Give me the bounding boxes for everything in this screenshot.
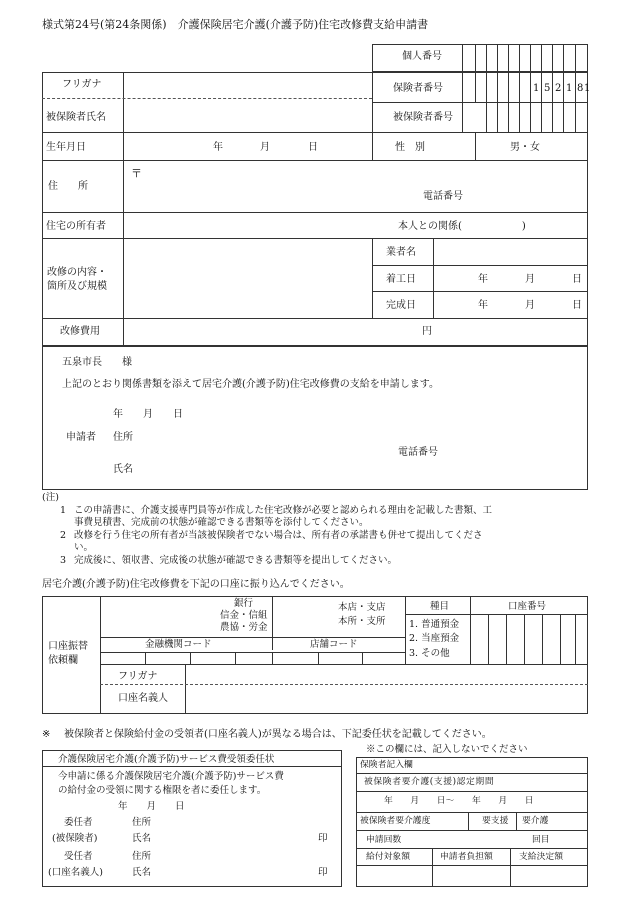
- delegation-body: の給付金の受領に関する権限を者に委任します。: [58, 785, 267, 796]
- account-holder-label: 口座名義人: [118, 693, 168, 704]
- complete-month: 月: [525, 300, 535, 311]
- birth-month: 月: [260, 142, 270, 153]
- addressee: 五泉市長 様: [62, 357, 132, 368]
- application-date: 年 月 日: [113, 409, 183, 420]
- branch-type-honten: 本店・支店: [338, 602, 386, 613]
- office-count-kaime: 回目: [532, 835, 550, 845]
- start-year: 年: [478, 274, 488, 285]
- account-type-futsu: 1. 普通預金: [409, 619, 460, 630]
- inst-type-shinkin: 信金・信組: [220, 610, 268, 621]
- bank-row-label: 口座振替 依頼欄: [48, 641, 88, 666]
- birth-day: 日: [308, 142, 318, 153]
- account-number-header: 口座番号: [508, 601, 547, 612]
- kojin-bango-label: 個人番号: [402, 51, 442, 62]
- office-period-dates: 年 月 日〜 年 月 日: [384, 796, 534, 806]
- delegatee-address-label: 住所: [132, 851, 152, 862]
- bank-furigana-label: フリガナ: [118, 671, 158, 682]
- office-count-label: 申請回数: [366, 835, 402, 845]
- hokensha-digit: 5: [544, 83, 551, 94]
- hihokensha-bango-label: 被保険者番号: [393, 112, 453, 123]
- birth-year: 年: [213, 142, 223, 153]
- bank-code-label: 金融機関コード: [145, 639, 212, 650]
- address-label: 住 所: [48, 181, 88, 192]
- delegation-note: 被保険者と保険給付金の受領者(口座名義人)が異なる場合は、下記委任状を記載してください。: [64, 729, 492, 740]
- delegatee-label: 受任者: [64, 851, 93, 862]
- branch-code-label: 店舗コード: [310, 639, 358, 650]
- note-line: 事費見積書、完成前の状態が確認できる書類等を添付してください。: [74, 517, 369, 528]
- delegator-sub: (被保険者): [52, 833, 98, 844]
- office-col-kyufu: 給付対象額: [366, 852, 410, 862]
- delegation-note-mark: ※: [42, 729, 51, 740]
- complete-day: 日: [572, 300, 582, 311]
- inst-type-nokyo: 農協・労金: [220, 622, 268, 633]
- applicant-name-label: 氏名: [113, 464, 133, 475]
- delegation-title: 介護保険居宅介護(介護予防)サービス費受領委任状: [58, 754, 275, 765]
- postal-mark: 〒: [131, 167, 142, 180]
- delegatee-name-label: 氏名: [132, 867, 152, 878]
- cost-label: 改修費用: [60, 326, 100, 337]
- hokensha-digit: 1: [566, 83, 573, 94]
- sex-options: 男・女: [510, 142, 540, 153]
- owner-label: 住宅の所有者: [46, 221, 106, 232]
- sex-label: 性 別: [395, 142, 425, 153]
- account-type-other: 3. その他: [409, 648, 450, 659]
- account-kind-header: 種目: [430, 601, 450, 612]
- delegatee-seal: 印: [318, 867, 328, 878]
- branch-type-honsho: 本所・支所: [338, 616, 386, 627]
- hokensha-digit: 1: [533, 83, 540, 94]
- office-care-level-label: 被保険者要介護度: [360, 816, 431, 826]
- note-num: 3: [60, 555, 67, 566]
- note-num: 2: [60, 530, 67, 541]
- note-line: 改修を行う住宅の所有者が当該被保険者でない場合は、所有者の承諾書も併せて提出してくださ: [74, 530, 483, 541]
- delegator-seal: 印: [318, 833, 328, 844]
- delegation-body: 今申請に係る介護保険居宅介護(介護予防)サービス費: [58, 771, 284, 782]
- note-num: 1: [60, 505, 67, 516]
- application-statement: 上記のとおり関係書類を添えて居宅介護(介護予防)住宅改修費の支給を申請します。: [62, 379, 440, 390]
- office-period-label: 被保険者要介護(支援)認定期間: [364, 777, 495, 787]
- applicant-phone-label: 電話番号: [398, 447, 438, 458]
- note-line: 完成後に、領収書、完成後の状態が確認できる書類等を提出してください。: [74, 555, 398, 566]
- hokensha-digit: 8: [577, 83, 584, 94]
- furigana-label: フリガナ: [62, 79, 102, 90]
- office-notice: ※この欄には、記入しないでください: [366, 744, 528, 755]
- complete-date-label: 完成日: [386, 300, 416, 311]
- account-type-toza: 2. 当座預金: [409, 633, 460, 644]
- applicant-label: 申請者: [66, 432, 96, 443]
- notes-head: (注): [42, 492, 59, 503]
- delegator-address-label: 住所: [132, 817, 152, 828]
- relation-label: 本人との関係( ): [398, 221, 526, 232]
- applicant-address-label: 住所: [113, 432, 133, 443]
- delegatee-sub: (口座名義人): [48, 867, 103, 878]
- note-line: い。: [74, 542, 94, 553]
- address-phone-label: 電話番号: [423, 191, 463, 202]
- office-yoshien: 要支援: [482, 816, 509, 826]
- improvement-label: 改修の内容・ 箇所及び規模: [47, 267, 107, 292]
- yen-label: 円: [422, 326, 432, 337]
- office-col-kettei: 支給決定額: [519, 852, 563, 862]
- bank-intro: 居宅介護(介護予防)住宅改修費を下記の口座に振り込んでください。: [42, 579, 350, 590]
- delegator-label: 委任者: [64, 817, 93, 828]
- hokensha-digit: 2: [555, 83, 562, 94]
- delegation-date: 年 月 日: [118, 801, 185, 812]
- note-line: この申請書に、介護支援専門員等が作成した住宅改修が必要と認められる理由を記載した書類、工: [74, 505, 493, 516]
- office-col-futan: 申請者負担額: [440, 852, 493, 862]
- delegator-name-label: 氏名: [132, 833, 152, 844]
- start-date-label: 着工日: [386, 274, 416, 285]
- hokensha-bango-label: 保険者番号: [393, 83, 443, 94]
- start-day: 日: [572, 274, 582, 285]
- hokensha-digit: 1: [584, 83, 591, 94]
- inst-type-bank: 銀行: [234, 598, 254, 609]
- contractor-label: 業者名: [386, 247, 416, 258]
- birthdate-label: 生年月日: [46, 142, 86, 153]
- form-title: 様式第24号(第24条関係) 介護保険居宅介護(介護予防)住宅改修費支給申請書: [42, 18, 429, 31]
- start-month: 月: [525, 274, 535, 285]
- hihokensha-name-label: 被保険者氏名: [46, 112, 106, 123]
- office-title: 保険者記入欄: [360, 760, 413, 770]
- office-yokaigo: 要介護: [522, 816, 549, 826]
- complete-year: 年: [478, 300, 488, 311]
